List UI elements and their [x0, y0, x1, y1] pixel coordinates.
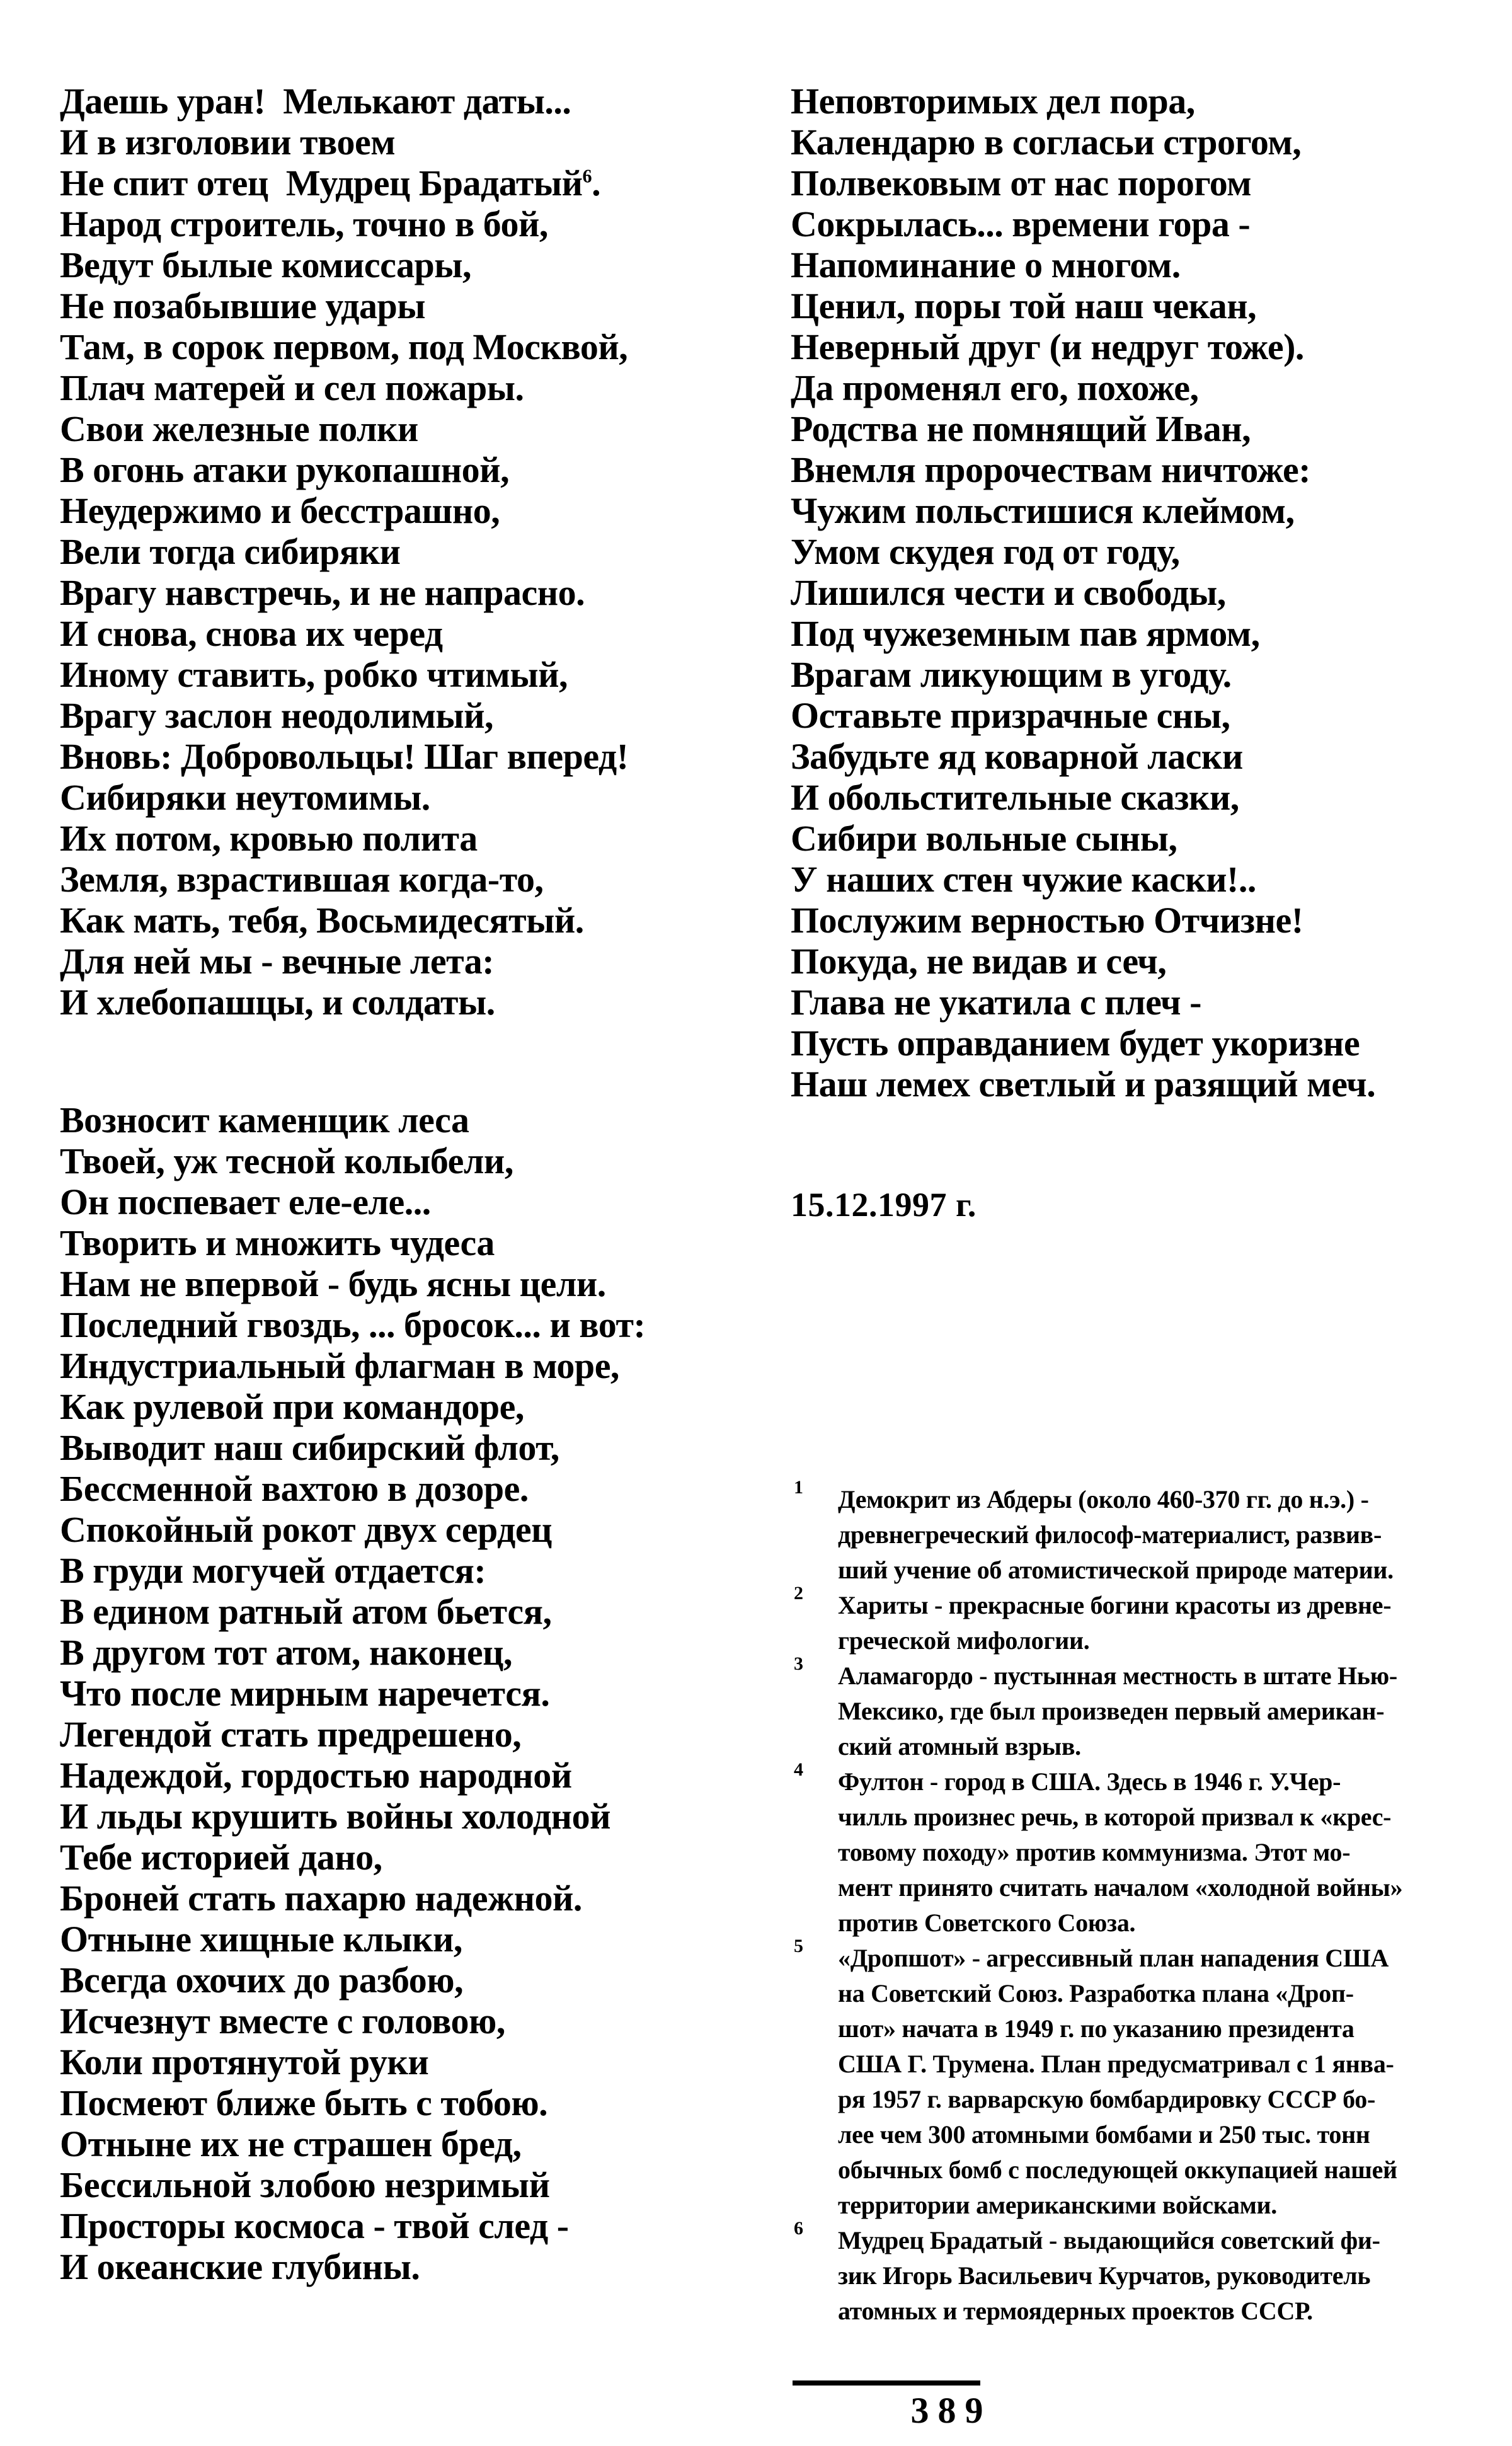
poem-line: Коли протянутой руки	[60, 2041, 429, 2082]
footnote-line: Хариты - прекрасные богини красоты из древне-	[838, 1591, 1392, 1619]
poem-line: Посмеют ближе быть с тобою.	[60, 2082, 548, 2123]
poem-line: Полвековым от нас порогом	[791, 163, 1252, 204]
poem-line: Как рулевой при командоре,	[60, 1386, 524, 1427]
footnote-line: США Г. Трумена. План предусматривал с 1 янва-	[838, 2050, 1394, 2078]
poem-line: В другом тот атом, наконец,	[60, 1632, 513, 1673]
poem-line: Твоей, уж тесной колыбели,	[60, 1140, 513, 1181]
poem-line: Врагу заслон неодолимый,	[60, 695, 494, 736]
footnote-line: территории американскими войсками.	[838, 2191, 1277, 2219]
poem-line: Плач матерей и сел пожары.	[60, 367, 524, 408]
poem-line: И льды крушить войны холодной	[60, 1796, 611, 1837]
footnote-line: лее чем 300 атомными бомбами и 250 тыс. тонн	[838, 2120, 1370, 2149]
footnote	[794, 1759, 1474, 1941]
footnote-line: греческой мифологии.	[838, 1626, 1090, 1655]
poem-date: 15.12.1997 г.	[791, 1186, 976, 1224]
poem-line: Наш лемех светлый и разящий меч.	[791, 1064, 1376, 1105]
footnote-text	[838, 1941, 1474, 2223]
poem-column-right-lines	[791, 81, 1375, 1105]
poem-line-text: Не спит отец Мудрец Брадатый	[60, 163, 583, 204]
footnote-number: 5	[794, 1936, 803, 1956]
poem-line: Возносит каменщик леса	[60, 1100, 469, 1140]
poem-line: Их потом, кровью полита	[60, 818, 478, 859]
poem-line: Неудержимо и бесстрашно,	[60, 490, 500, 531]
poem-line: Отныне хищные клыки,	[60, 1919, 462, 1960]
poem-line: Чужим польстишися клеймом,	[791, 490, 1295, 531]
poem-line: Вновь: Добровольцы! Шаг вперед!	[60, 736, 629, 777]
footnote-line: атомных и термоядерных проектов СССР.	[838, 2297, 1313, 2325]
poem-line: Ведут былые комиссары,	[60, 244, 472, 285]
poem-line: Глава не укатила с плеч -	[791, 982, 1201, 1023]
footnote-line: Аламагордо - пустынная местность в штате Нью-	[838, 1662, 1397, 1690]
poem-line: В едином ратный атом бьется,	[60, 1591, 552, 1632]
footnote-number: 4	[794, 1759, 803, 1780]
poem-line: Да променял его, похоже,	[791, 367, 1199, 408]
footnote-text	[838, 2223, 1474, 2329]
poem-line: Сокрылась... времени гора -	[791, 204, 1251, 244]
poem-line: Последний гвоздь, ... бросок... и вот:	[60, 1304, 646, 1345]
poem-line: Там, в сорок первом, под Москвой,	[60, 326, 628, 367]
poem-line: Под чужеземным пав ярмом,	[791, 613, 1260, 654]
poem-line: Броней стать пахарю надежной.	[60, 1878, 582, 1919]
poem-line: Народ строитель, точно в бой,	[60, 204, 548, 244]
footnote-ref: 6	[582, 165, 592, 187]
footnote	[794, 1936, 1474, 2223]
footnote-line: шот» начата в 1949 г. по указанию президента	[838, 2014, 1354, 2043]
poem-line: Тебе историей дано,	[60, 1837, 382, 1878]
poem-line: И снова, снова их черед	[60, 613, 443, 654]
poem-line: В огонь атаки рукопашной,	[60, 449, 510, 490]
poem-line: Как мать, тебя, Восьмидесятый.	[60, 900, 584, 941]
footnote-number: 6	[794, 2218, 803, 2239]
poem-line: У наших стен чужие каски!..	[791, 859, 1256, 900]
poem-line: Напоминание о многом.	[791, 244, 1181, 285]
poem-line: Отныне их не страшен бред,	[60, 2123, 522, 2164]
poem-line: Сибиряки неутомимы.	[60, 777, 430, 818]
poem-line: Земля, взрастившая когда-то,	[60, 859, 544, 900]
poem-column-right	[791, 81, 1375, 1224]
poem-line: Легендой стать предрешено,	[60, 1714, 522, 1755]
poem-line: Свои железные полки	[60, 408, 418, 449]
footnote-line: ря 1957 г. варварскую бомбардировку СССР бо-	[838, 2085, 1376, 2113]
footnote-line: ский атомный взрыв.	[838, 1732, 1081, 1760]
poem-stanza	[60, 81, 645, 1023]
poem-stanza	[60, 1100, 645, 2287]
footnote-line: ший учение об атомистической природе материи.	[838, 1556, 1394, 1584]
poem-line: Календарю в согласьи строгом,	[791, 122, 1302, 163]
page-number: 389	[910, 2390, 992, 2431]
poem-line: Сибири вольные сыны,	[791, 818, 1177, 859]
poem-line	[60, 163, 645, 204]
footnotes	[794, 1477, 1474, 2329]
poem-line: Нам не впервой - будь ясны цели.	[60, 1263, 606, 1304]
poem-line: Неверный друг (и недруг тоже).	[791, 326, 1304, 367]
poem-line: Пусть оправданием будет укоризне	[791, 1023, 1360, 1064]
poem-line: Внемля пророчествам ничтоже:	[791, 449, 1311, 490]
poem-line: Всегда охочих до разбою,	[60, 1960, 464, 2001]
footnote	[794, 1477, 1474, 1588]
poem-line: Врагам ликующим в угоду.	[791, 654, 1232, 695]
poem-line: Ценил, поры той наш чекан,	[791, 285, 1257, 326]
poem-line: Надеждой, гордостью народной	[60, 1755, 572, 1796]
poem-line: Оставьте призрачные сны,	[791, 695, 1230, 736]
footnote-line: обычных бомб с последующей оккупацией нашей	[838, 2156, 1397, 2184]
poem-line: Бессменной вахтою в дозоре.	[60, 1468, 529, 1509]
footnote-number: 1	[794, 1477, 803, 1498]
poem-line: Врагу навстречь, и не напрасно.	[60, 572, 585, 613]
footnote-text	[838, 1658, 1474, 1764]
footnote-text	[838, 1588, 1474, 1658]
footnote-line: Демокрит из Абдеры (около 460-370 гг. до н.э.) -	[838, 1485, 1369, 1513]
poem-line: Иному ставить, робко чтимый,	[60, 654, 568, 695]
poem-line: Творить и множить чудеса	[60, 1222, 495, 1263]
poem-line: Вели тогда сибиряки	[60, 531, 401, 572]
poem-line: Покуда, не видав и сеч,	[791, 941, 1167, 982]
poem-column-left	[60, 81, 645, 2287]
poem-line: И в изголовии твоем	[60, 122, 396, 163]
footnote-text	[838, 1764, 1474, 1941]
poem-line: Просторы космоса - твой след -	[60, 2205, 569, 2246]
footnote-text	[838, 1482, 1474, 1588]
poem-line: Выводит наш сибирский флот,	[60, 1427, 559, 1468]
poem-line: Что после мирным наречется.	[60, 1673, 550, 1714]
poem-line: Неповторимых дел пора,	[791, 81, 1195, 122]
poem-line: Даешь уран! Мелькают даты...	[60, 81, 571, 122]
poem-line: Родства не помнящий Иван,	[791, 408, 1251, 449]
footnote-line: древнегреческий философ-материалист, развив-	[838, 1520, 1382, 1549]
footnote-line: Мексико, где был произведен первый американ-	[838, 1697, 1385, 1725]
footnote-line: на Советский Союз. Разработка плана «Дроп-	[838, 1979, 1354, 2007]
footnote-line: «Дропшот» - агрессивный план нападения США	[838, 1944, 1389, 1972]
footnote-line: товому походу» против коммунизма. Этот мо-	[838, 1838, 1351, 1866]
poem-line: И хлебопашцы, и солдаты.	[60, 982, 495, 1023]
poem-line: Он поспевает еле-еле...	[60, 1181, 431, 1222]
poem-line: Послужим верностью Отчизне!	[791, 900, 1303, 941]
poem-line: Спокойный рокот двух сердец	[60, 1509, 552, 1550]
poem-line: Забудьте яд коварной ласки	[791, 736, 1243, 777]
footnote	[794, 2218, 1474, 2329]
poem-line: И обольстительные сказки,	[791, 777, 1239, 818]
footnote-line: Фултон - город в США. Здесь в 1946 г. У.Чер-	[838, 1767, 1341, 1796]
footnote-line: против Советского Союза.	[838, 1909, 1136, 1937]
poem-line: Для ней мы - вечные лета:	[60, 941, 495, 982]
poem-line: Умом скудея год от году,	[791, 531, 1180, 572]
footnote-line: чилль произнес речь, в которой призвал к «крес-	[838, 1803, 1392, 1831]
footnote-line: мент принято считать началом «холодной войны»	[838, 1873, 1403, 1902]
footer-rule	[793, 2380, 980, 2386]
poem-line: В груди могучей отдается:	[60, 1550, 486, 1591]
poem-line: Исчезнут вместе с головою,	[60, 2001, 505, 2041]
footnote-number: 3	[794, 1653, 803, 1674]
footnote-line: Мудрец Брадатый - выдающийся советский фи-	[838, 2226, 1380, 2254]
footnote	[794, 1583, 1474, 1658]
footnote	[794, 1653, 1474, 1764]
poem-line: И океанские глубины.	[60, 2246, 420, 2287]
poem-line: Индустриальный флагман в море,	[60, 1345, 619, 1386]
poem-line: Не позабывшие удары	[60, 285, 426, 326]
footnote-number: 2	[794, 1583, 803, 1604]
poem-line: Лишился чести и свободы,	[791, 572, 1226, 613]
poem-line: Бессильной злобою незримый	[60, 2164, 550, 2205]
poem-line-text: .	[592, 163, 601, 204]
footnote-line: зик Игорь Васильевич Курчатов, руководитель	[838, 2261, 1371, 2290]
